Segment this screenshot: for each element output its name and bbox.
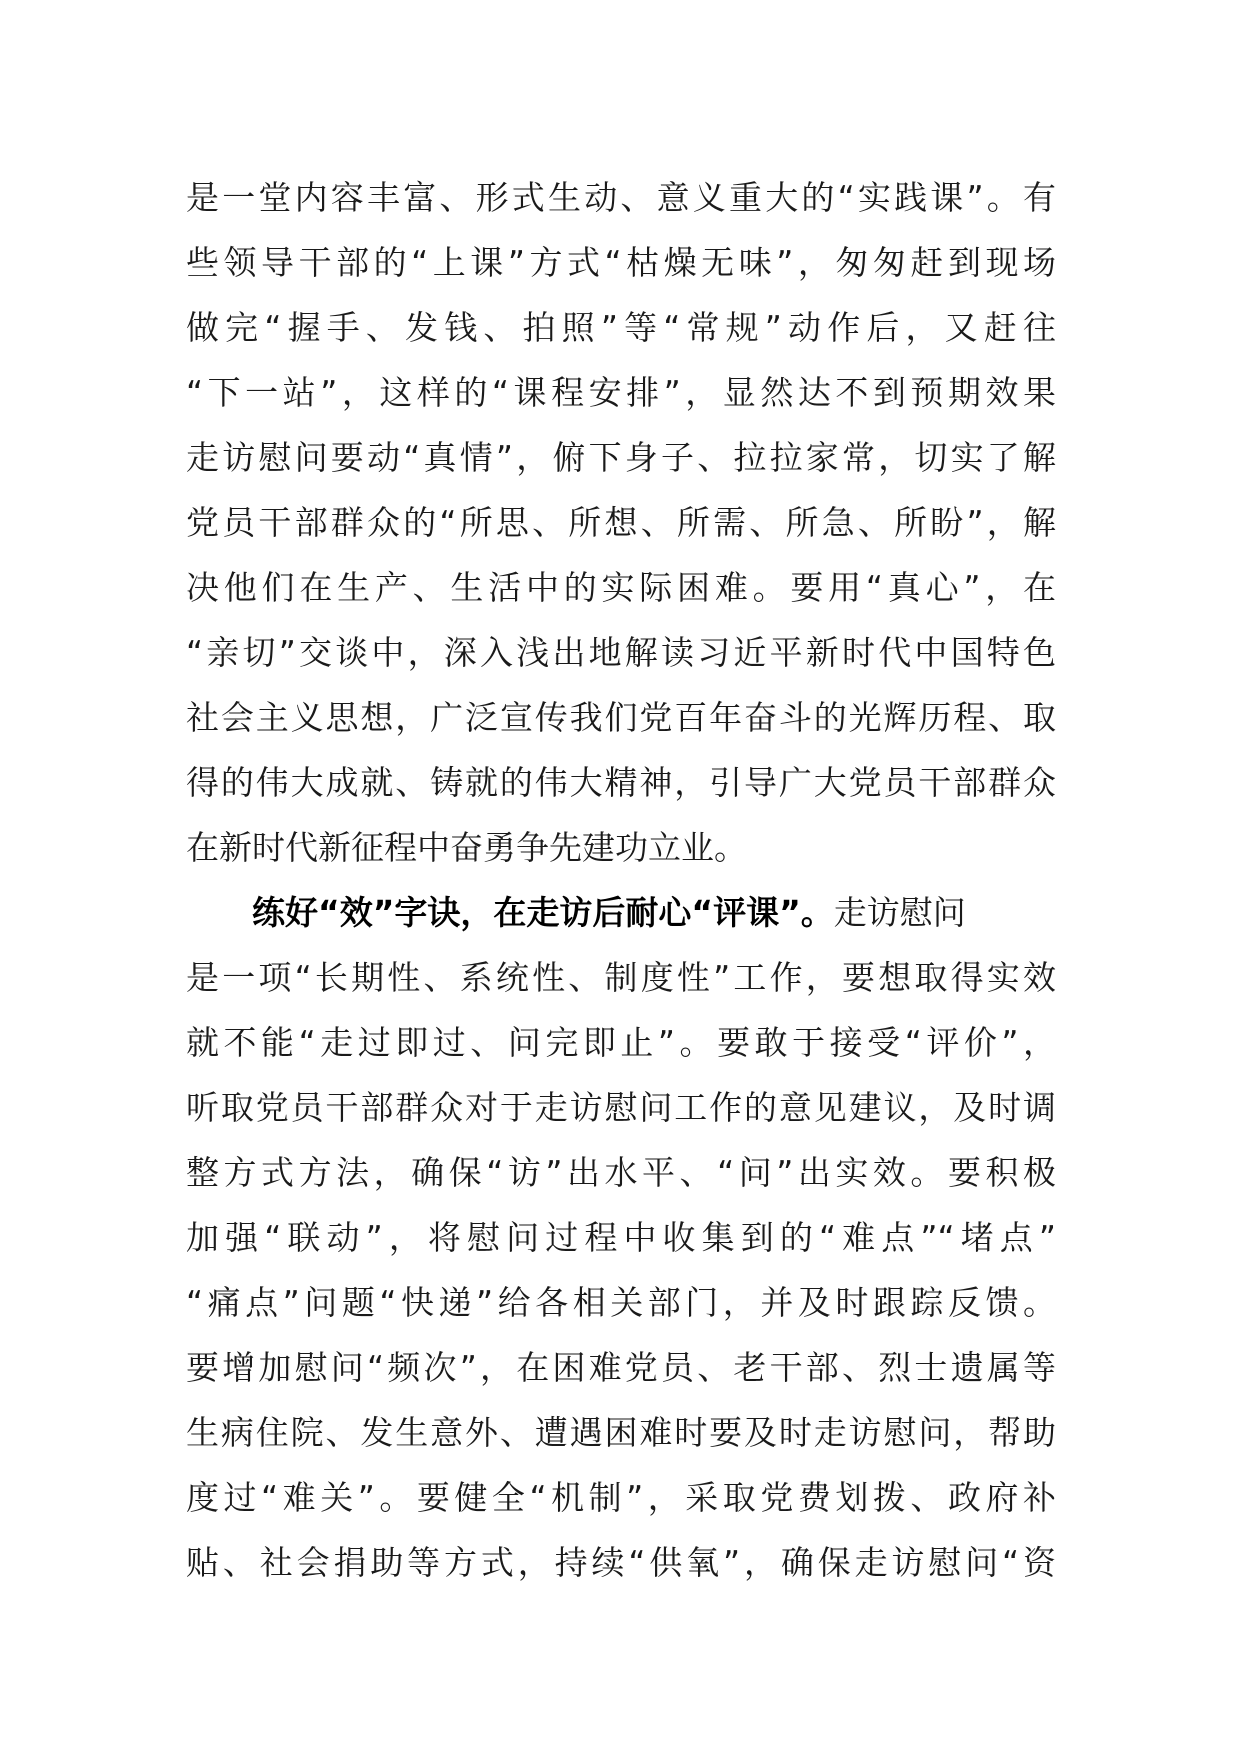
text-line: 社会主义思想，广泛宣传我们党百年奋斗的光辉历程、取	[186, 698, 1056, 737]
text-line: 整方式方法，确保“访”出水平、“问”出实效。要积极	[186, 1153, 1056, 1192]
paragraph-1	[186, 165, 1056, 880]
paragraph-first-line	[186, 880, 1056, 945]
text-line: 些领导干部的“上课”方式“枯燥无味”，匆匆赶到现场	[186, 243, 1056, 282]
text-line: 走访慰问要动“真情”，俯下身子、拉拉家常，切实了解	[186, 438, 1056, 477]
text-line: 贴、社会捐助等方式，持续“供氧”，确保走访慰问“资	[186, 1543, 1056, 1582]
text-line: 是一项“长期性、系统性、制度性”工作，要想取得实效	[186, 958, 1056, 997]
text-line: 听取党员干部群众对于走访慰问工作的意见建议，及时调	[186, 1088, 1056, 1127]
text-line: 加强“联动”，将慰问过程中收集到的“难点”“堵点”	[186, 1218, 1056, 1257]
text-line: 决他们在生产、生活中的实际困难。要用“真心”，在	[186, 568, 1056, 607]
text-line: “亲切”交谈中，深入浅出地解读习近平新时代中国特色	[186, 633, 1056, 672]
text-line: 要增加慰问“频次”，在困难党员、老干部、烈士遗属等	[186, 1348, 1056, 1387]
text-line: “下一站”，这样的“课程安排”，显然达不到预期效果	[186, 373, 1056, 412]
text-line: 得的伟大成就、铸就的伟大精神，引导广大党员干部群众	[186, 763, 1056, 802]
text-line: 在新时代新征程中奋勇争先建功立业。	[186, 828, 747, 867]
text-line: “痛点”问题“快递”给各相关部门，并及时跟踪反馈。	[186, 1283, 1056, 1322]
text-line: 生病住院、发生意外、遭遇困难时要及时走访慰问，帮助	[186, 1413, 1056, 1452]
text-line: 做完“握手、发钱、拍照”等“常规”动作后，又赶往	[186, 308, 1056, 347]
section-heading: 练好“效”字诀，在走访后耐心“评课”。	[252, 893, 834, 932]
text-line: 就不能“走过即过、问完即止”。要敢于接受“评价”，	[186, 1023, 1056, 1062]
heading-continuation: 走访慰问	[833, 893, 966, 932]
text-line: 是一堂内容丰富、形式生动、意义重大的“实践课”。有	[186, 178, 1056, 217]
text-line: 党员干部群众的“所思、所想、所需、所急、所盼”，解	[186, 503, 1056, 542]
text-line: 度过“难关”。要健全“机制”，采取党费划拨、政府补	[186, 1478, 1056, 1517]
paragraph-2	[186, 880, 1056, 1595]
body-text	[186, 165, 1056, 1595]
